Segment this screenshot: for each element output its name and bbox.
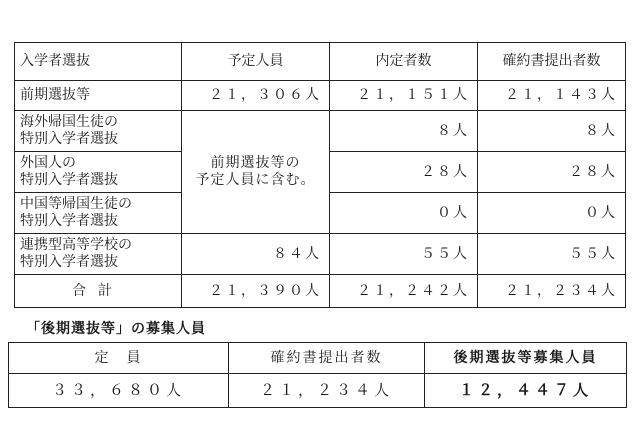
header-planned: 予定人員: [182, 43, 330, 81]
naitei-cell: ２８人: [330, 152, 478, 193]
row-label-line: 海外帰国生徒の: [20, 114, 118, 130]
total-planned: ２１，３９０人: [182, 275, 330, 308]
total-row: [15, 275, 626, 308]
row-label-line: 特別入学者選抜: [20, 254, 118, 270]
merged-note-line: 前期選抜等の: [210, 155, 301, 171]
table-row: [15, 234, 626, 275]
row-label-line: 中国等帰国生徒の: [20, 196, 132, 212]
merged-note-cell: [182, 111, 330, 234]
naitei-cell: ５５人: [330, 234, 478, 275]
total-kakuyaku: ２１，２３４人: [478, 275, 626, 308]
row-label-line: 外国人の: [20, 155, 76, 171]
header-kakuyaku: 確約書提出者数: [478, 43, 626, 81]
total-naitei: ２１，２４２人: [330, 275, 478, 308]
kakuyaku-cell: ８人: [478, 111, 626, 152]
table-header-row: [9, 343, 627, 374]
naitei-cell: ８人: [330, 111, 478, 152]
header-selection: 入学者選抜: [15, 43, 182, 81]
naitei-cell: ０人: [330, 193, 478, 234]
kakuyaku-cell: ２１，１４３人: [478, 81, 626, 111]
kakuyaku-value: ２１，２３４人: [229, 374, 425, 408]
selection-results-table: [14, 42, 626, 308]
row-label: [15, 193, 182, 234]
row-label-line: 特別入学者選抜: [20, 131, 118, 147]
row-label-line: 特別入学者選抜: [20, 213, 118, 229]
header-kakuyaku: 確約書提出者数: [229, 343, 425, 374]
table-row: [9, 374, 627, 408]
kakuyaku-cell: ５５人: [478, 234, 626, 275]
kakuyaku-cell: ２８人: [478, 152, 626, 193]
table-row: [15, 81, 626, 111]
row-label: [15, 111, 182, 152]
row-label-line: 前期選抜等: [20, 87, 90, 103]
section-title: 「後期選抜等」の募集人員: [26, 321, 206, 337]
row-label-line: 連携型高等学校の: [20, 237, 132, 253]
table-row: [15, 111, 626, 152]
header-recruitment: 後期選抜等募集人員: [425, 343, 627, 374]
table-header-row: [15, 43, 626, 81]
capacity-value: ３３，６８０人: [9, 374, 229, 408]
row-label: [15, 234, 182, 275]
recruitment-table: [8, 342, 627, 408]
row-label-line: 特別入学者選抜: [20, 172, 118, 188]
recruitment-value: １２，４４７人: [425, 374, 627, 408]
merged-note-line: 予定人員に含む。: [195, 172, 316, 188]
planned-cell: ８４人: [182, 234, 330, 275]
row-label: [15, 152, 182, 193]
naitei-cell: ２１，１５１人: [330, 81, 478, 111]
planned-cell: ２１，３０６人: [182, 81, 330, 111]
total-label: 合計: [15, 275, 182, 308]
kakuyaku-cell: ０人: [478, 193, 626, 234]
header-capacity: 定 員: [9, 343, 229, 374]
row-label: [15, 81, 182, 111]
header-naitei: 内定者数: [330, 43, 478, 81]
